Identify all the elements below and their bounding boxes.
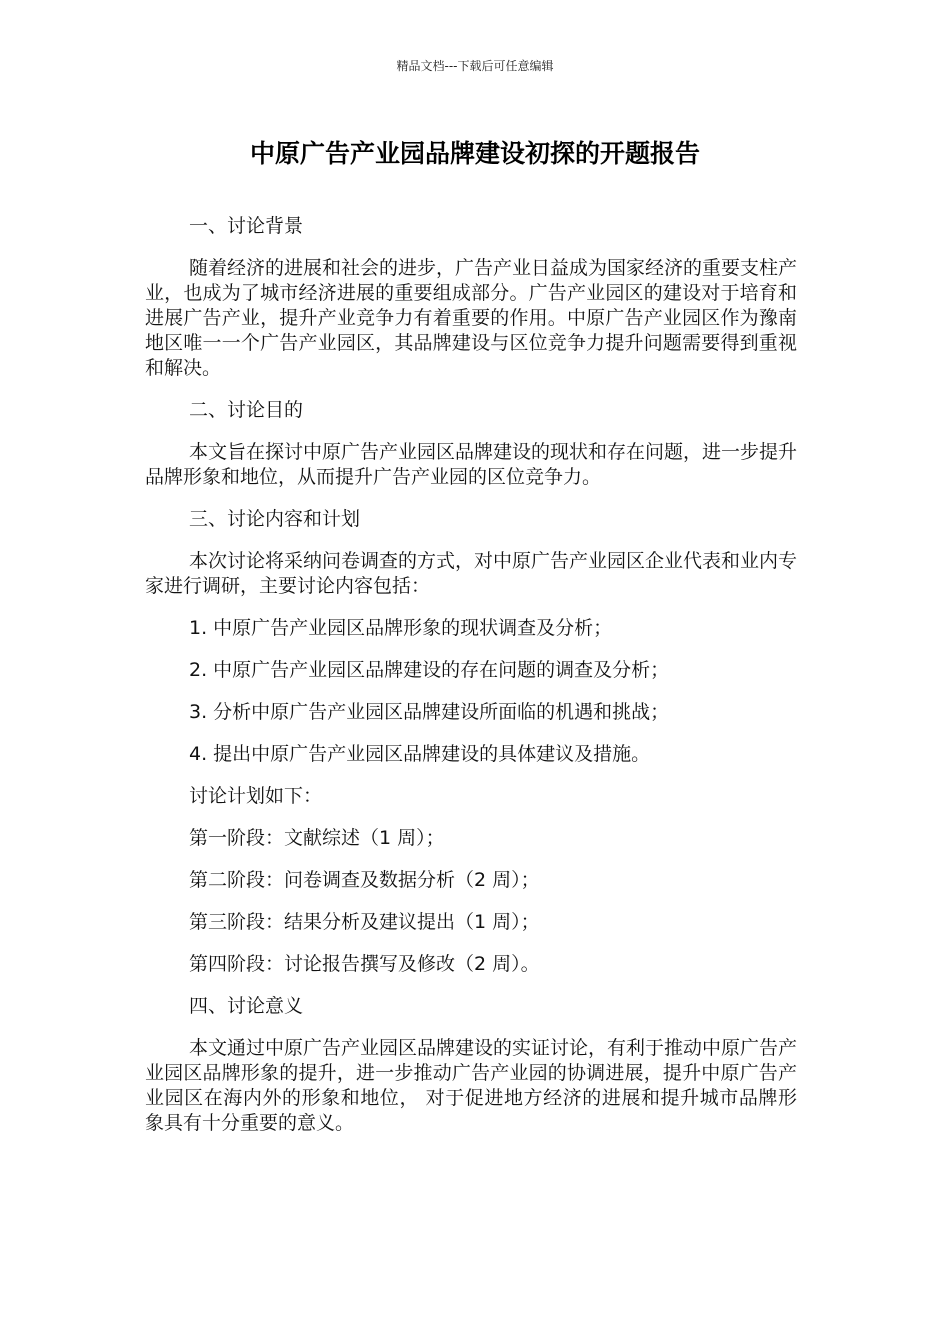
schedule-stage: 第一阶段：文献综述（1 周）； [189,827,445,849]
schedule-intro: 讨论计划如下： [189,785,323,807]
paragraph-goal: 本文旨在探讨中原广告产业园区品牌建设的现状和存在问题，进一步提升品牌形象和地位，从而提升广告产业园的区位竞争力。 [145,441,798,488]
document-title: 中原广告产业园品牌建设初探的开题报告 [249,139,700,168]
list-item: 3. 分析中原广告产业园区品牌建设所面临的机遇和挑战； [189,701,670,723]
paragraph-background: 随着经济的进展和社会的进步，广告产业日益成为国家经济的重要支柱产业，也成为了城市经济进展的重要组成部分。广告产业园区的建设对于培育和进展广告产业，提升产业竞争力有着重要的作用。中原广告产业园区作为豫南地区唯一一个广告产业园区，其品牌建设与区位竞争力提升问题需要得到重视和解决。 [145,257,798,379]
schedule-stage: 第三阶段：结果分析及建议提出（1 周）； [189,911,540,933]
list-item: 4. 提出中原广告产业园区品牌建设的具体建议及措施。 [189,743,651,765]
list-item: 1. 中原广告产业园区品牌形象的现状调查及分析； [189,617,613,639]
section-heading-background: 一、讨论背景 [189,215,304,237]
section-heading-goal: 二、讨论目的 [189,399,304,421]
section-heading-significance: 四、讨论意义 [189,995,304,1017]
section-heading-plan: 三、讨论内容和计划 [189,508,361,530]
schedule-stage: 第四阶段：讨论报告撰写及修改（2 周）。 [189,953,540,975]
list-item: 2. 中原广告产业园区品牌建设的存在问题的调查及分析； [189,659,670,681]
document-body [145,214,797,1136]
schedule-stage: 第二阶段：问卷调查及数据分析（2 周）； [189,869,540,891]
paragraph-significance: 本文通过中原广告产业园区品牌建设的实证讨论，有利于推动中原广告产业园区品牌形象的提升，进一步推动广告产业园的协调进展，提升中原广告产业园区在海内外的形象和地位， 对于促进地方经济的进展和提升城市品牌形象具有十分重要的意义。 [145,1037,798,1134]
paragraph-plan: 本次讨论将采纳问卷调查的方式，对中原广告产业园区企业代表和业内专家进行调研，主要讨论内容包括： [145,550,798,597]
page-header: 精品文档---下载后可任意编辑 [396,59,554,73]
